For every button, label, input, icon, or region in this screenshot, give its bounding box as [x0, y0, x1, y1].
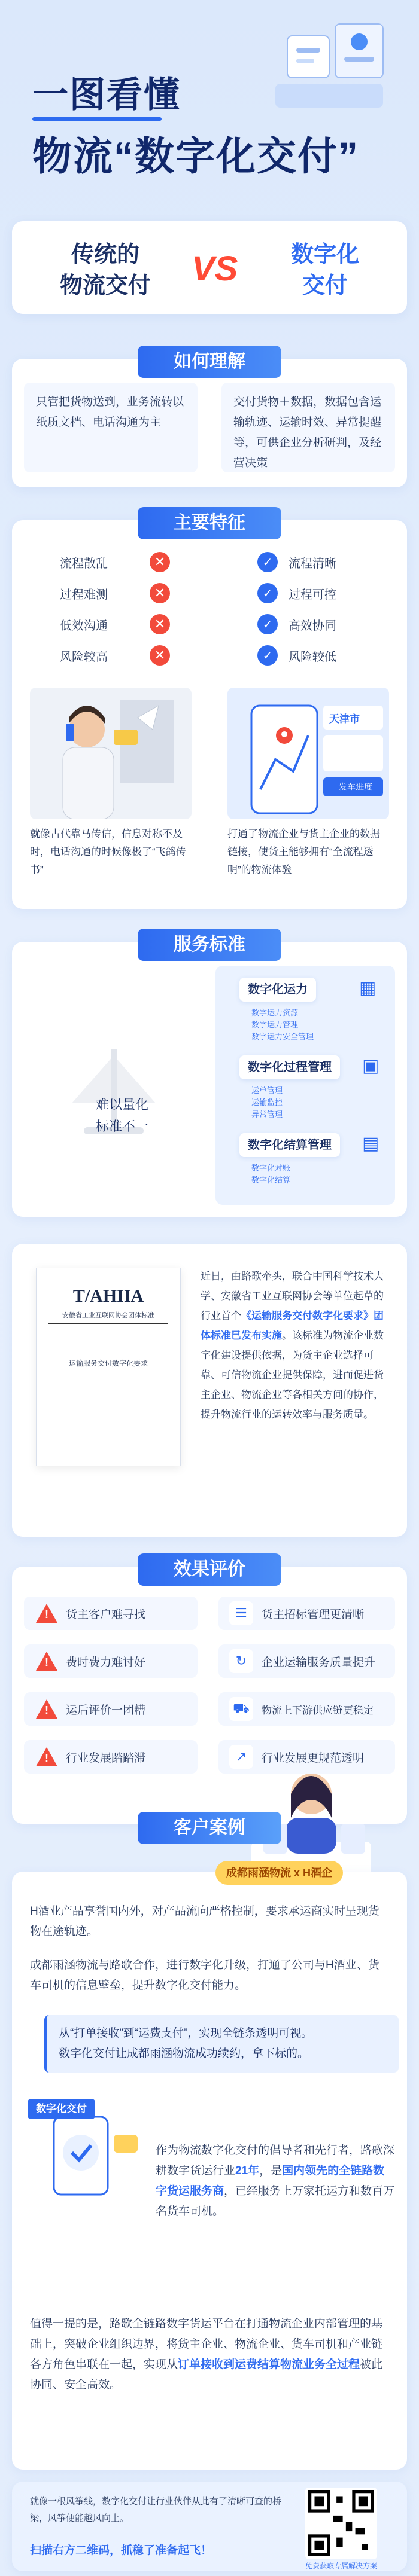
doc-rule: [48, 1323, 168, 1324]
bad-feature-1: 流程散乱 ✕: [60, 550, 170, 574]
service-item: 数字运力资源: [251, 1008, 299, 1017]
understand-traditional-text: 只管把货物送到，业务流转以纸质文档、电话沟通为主: [24, 383, 198, 472]
eval-bad-2: ! 费时费力难讨好: [24, 1644, 198, 1678]
qr-caption: 免费获取专属解决方案: [305, 2562, 377, 2570]
hero-underline: [32, 117, 162, 121]
hero-illustration: [263, 12, 401, 120]
doc-code: T/AHIIA: [72, 1286, 144, 1306]
good-feature-3: ✓ 高效协同: [257, 612, 336, 636]
understand-digital-text: 交付货物＋数据，数据包含运输轨迹、运输时效、异常提醒等，可供企业分析研判，及经营决策: [221, 383, 395, 472]
case-quote: 从“打单接收”到“运费支付”，实现全链条透明可视。 数字化交付让成都雨涵物流成功续约，拿下标的。: [44, 2015, 399, 2073]
doc-name: 运输服务交付数字化要求: [68, 1359, 148, 1368]
eval-good-2: ↻ 企业运输服务质量提升: [218, 1644, 395, 1678]
doc-org: 安徽省工业互联网协会团体标准: [62, 1312, 154, 1319]
service-panel: [215, 966, 395, 1205]
footer-card: [12, 2482, 407, 2571]
features-card: [12, 520, 407, 909]
standard-paragraph: 近日，由路歌牵头，联合中国科学技术大学、安徽省工业互联网协会等单位起草的行业首个《运输服务交付数字化要求》团体标准已发布实施。该标准为物流企业数字化建设提供依据，为货主企业选择可靠、可信物流企业提供保障，进而促进货主企业、物流企业等各相关方间的协作，提升物流行业的运转效率与服务质量。: [201, 1271, 384, 1420]
wallet-icon: ▤: [362, 1134, 379, 1153]
service-item: 数字化结算: [251, 1176, 291, 1185]
case-paragraph-2: 成都雨涵物流与路歌合作，进行数字化升级，打通了公司与H酒业、货车司机的信息壁垒，提升数字化交付能力。: [30, 1959, 379, 1992]
compare-digital: 数字化 交付: [290, 242, 359, 298]
section-title-eval: 效果评价: [138, 1553, 281, 1586]
hero: [0, 0, 419, 191]
check-icon: ✓: [257, 552, 278, 572]
good-caption: 打通了物流企业与货主企业的数据链接，使货主能够拥有“全流程透明”的物流体验: [227, 828, 380, 875]
phone-map-illustration: [227, 688, 389, 819]
sync-icon: ↻: [229, 1649, 253, 1673]
eval-bad-1: ! 货主客户难寻找: [24, 1597, 198, 1630]
service-item: 数字运力管理: [251, 1020, 299, 1029]
eval-good-3: ⛟ 物流上下游供应链更稳定: [218, 1692, 395, 1726]
service-item: 运单管理: [251, 1086, 283, 1095]
footer-cta: 扫描右方二维码，抓稳了准备起飞！: [30, 2544, 212, 2557]
map-city-label: 天津市: [329, 713, 360, 725]
case-paragraph-1: H酒业产品享誉国内外，对产品流向严格控制，要求承运商实时呈现货物在途轨迹。: [30, 1905, 379, 1938]
service-block-title-1: 数字化运力: [239, 978, 316, 1002]
service-left-text: 难以量化 标准不一: [96, 1097, 149, 1134]
map-progress-button[interactable]: 发车进度: [339, 782, 372, 792]
vs-label: VS: [192, 249, 238, 288]
section-title-understand: 如何理解: [138, 346, 281, 378]
hero-title: 一图看懂: [32, 75, 181, 115]
case-tag: 成都雨涵物流 x H酒企: [215, 1861, 343, 1885]
understand-card: [12, 359, 407, 487]
warning-icon: !: [36, 1699, 57, 1719]
warning-icon: !: [36, 1652, 57, 1671]
qr-code-icon: [308, 2490, 374, 2556]
cross-icon: ✕: [150, 614, 170, 634]
service-card: [12, 942, 407, 1217]
digital-delivery-tag: 数字化交付: [28, 2099, 95, 2119]
phone-call-illustration: [30, 688, 192, 819]
hero-subtitle: 物流“数字化交付”: [32, 134, 359, 178]
check-icon: ✓: [257, 614, 278, 634]
service-block-title-2: 数字化过程管理: [239, 1055, 340, 1079]
check-icon: ✓: [257, 645, 278, 666]
service-item: 运输监控: [251, 1098, 283, 1107]
bad-feature-2: 过程难测 ✕: [60, 581, 170, 605]
cross-icon: ✕: [150, 645, 170, 666]
compare-traditional: 传统的 物流交付: [60, 242, 151, 298]
check-icon: ✓: [257, 583, 278, 603]
trend-icon: ↗: [229, 1745, 253, 1769]
section-title-service: 服务标准: [138, 929, 281, 961]
warning-icon: !: [36, 1747, 57, 1766]
truck-icon: ⛟: [229, 1697, 253, 1721]
service-item: 数字化对账: [251, 1164, 291, 1173]
eval-bad-4: ! 行业发展踏踏滞: [24, 1740, 198, 1774]
bad-feature-4: 风险较高 ✕: [60, 643, 170, 667]
section-title-case: 客户案例: [138, 1812, 281, 1844]
cross-icon: ✕: [150, 583, 170, 603]
bad-feature-3: 低效沟通 ✕: [60, 612, 170, 636]
eval-good-1: ☰ 货主招标管理更清晰: [218, 1597, 395, 1630]
service-item: 异常管理: [251, 1110, 283, 1119]
warning-icon: !: [36, 1604, 57, 1623]
standard-card: [12, 1244, 407, 1537]
good-feature-1: ✓ 流程清晰: [257, 550, 336, 574]
eval-bad-3: ! 运后评价一团糟: [24, 1692, 198, 1726]
service-block-title-3: 数字化结算管理: [239, 1133, 340, 1157]
qr-code[interactable]: [305, 2488, 377, 2559]
case-card: [12, 1867, 407, 2470]
clipboard-icon: ☰: [229, 1601, 253, 1625]
bad-caption: 就像古代靠马传信，信息对称不及时，电话沟通的时候像极了“飞鸽传书”: [30, 828, 186, 875]
section-title-features: 主要特征: [138, 507, 281, 539]
eval-good-4: ↗ 行业发展更规范透明: [218, 1740, 395, 1774]
case-paragraph-3: 作为物流数字化交付的倡导者和先行者，路歌深耕数字货运行业21年，是国内领先的全链路数字货运服务商，已经服务上万家托运方和数百万名货车司机。: [156, 2144, 395, 2218]
good-feature-2: ✓ 过程可控: [257, 581, 336, 605]
case-paragraph-4: 值得一提的是，路歌全链路数字货运平台在打通物流企业内部管理的基础上，突破企业组织边界，将货主企业、物流企业、货车司机和产业链各方角色串联在一起，实现从订单接收到运费结算物流业务全过程被此协同、安全高效。: [30, 2318, 383, 2391]
standard-document: [36, 1268, 181, 1466]
service-item: 数字运力安全管理: [251, 1032, 314, 1041]
cross-icon: ✕: [150, 552, 170, 572]
compare-card: [12, 221, 407, 314]
good-feature-4: ✓ 风险较低: [257, 643, 336, 667]
footer-text: 就像一根风筝线，数字化交付让行业伙伴从此有了清晰可查的桥梁，风筝便能越风向上。: [30, 2496, 282, 2523]
monitor-icon: ▣: [362, 1056, 379, 1076]
chart-icon: ▦: [359, 978, 377, 998]
